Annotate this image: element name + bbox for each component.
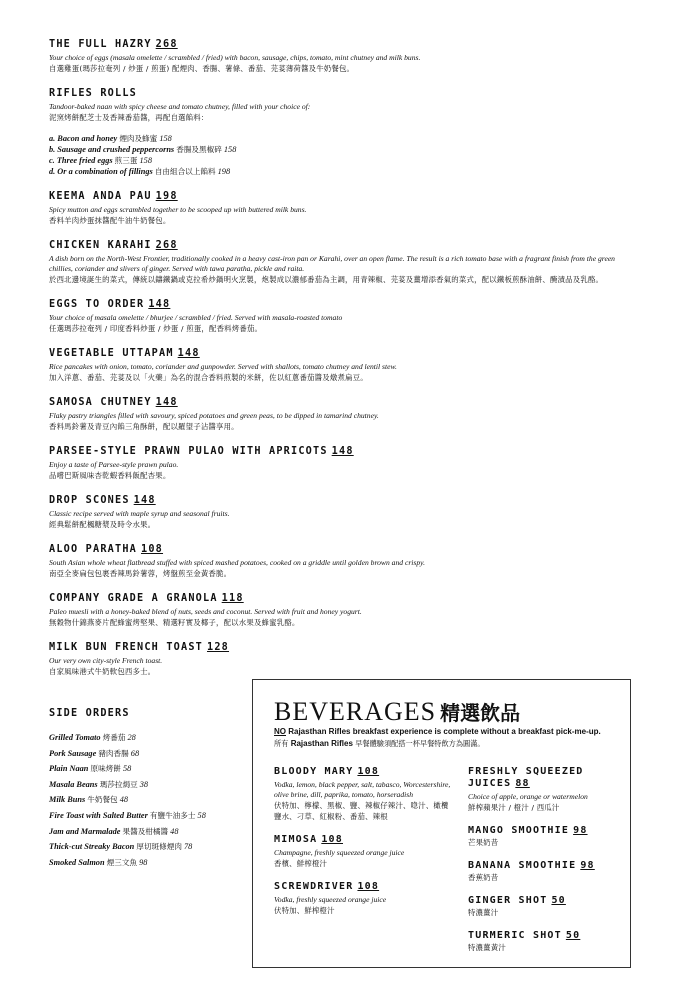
side-order-item: Grilled Tomato 烤番茄 28: [49, 733, 136, 742]
beverage-price: 98: [580, 860, 595, 871]
beverage-description-zh: 香蕉奶昔: [468, 873, 499, 882]
item-name: THE FULL HAZRY: [49, 39, 152, 50]
side-order-item: Thick-cut Streaky Bacon 厚切斑條煙肉 78: [49, 842, 193, 852]
item-description: A dish born on the North-West Frontier, traditionally cooked in a heavy cast-iron pan or Karahi, over an open flame. The result is a rich tomato base with a fragrant finish from the green chillies, coriander and slivers of ginger. Served with tawa paratha, pickle and raita.: [49, 254, 615, 273]
item-description-zh: 香料羊肉炒蛋抹醬配牛油牛奶餐包。: [49, 216, 171, 225]
item-description-zh: 南亞全麥扁包包裹香辣馬鈴薯蓉，烤盤煎至金黃香脆。: [49, 569, 232, 578]
side-order-item: Plain Naan 原味烤餅 58: [49, 764, 132, 774]
beverages-title-zh: 精選飲品: [440, 701, 521, 725]
item-description-zh: 品嚐巴斯風味杏乾蝦香料飯配杏果。: [49, 471, 171, 480]
item-description-zh: 加入洋蔥、番茄、芫荽及以「火藥」為名的混合香料煎製的米餅，佐以紅蔥番茄醬及燉煮扁豆。: [49, 373, 368, 382]
beverage-description-zh: 伏特加、鮮榨橙汁: [274, 906, 335, 915]
beverage-description-zh: 香檳、鮮榨橙汁: [274, 859, 328, 868]
item-name: DROP SCONES: [49, 495, 130, 506]
beverage-item: [468, 766, 628, 813]
menu-item: [49, 543, 639, 579]
item-description: Spicy mutton and eggs scrambled together to be scooped up with buttered milk buns.: [49, 205, 307, 214]
item-description: South Asian whole wheat flatbread stuffed with spiced mashed potatoes, cooked on a griddle until golden brown and crispy.: [49, 558, 426, 567]
beverages-box: [252, 679, 631, 968]
side-order-item: Jam and Marmalade 果醬及柑橘醬 48: [49, 826, 179, 836]
beverage-name: FRESHLY SQUEEZED JUICES: [468, 766, 584, 789]
beverage-description-zh: 特濃薑汁: [468, 908, 499, 917]
item-name: RIFLES ROLLS: [49, 88, 138, 99]
item-description: Classic recipe served with maple syrup and seasonal fruits.: [49, 509, 230, 518]
beverage-name: SCREWDRIVER: [274, 881, 354, 892]
item-description: Your choice of masala omelette / bhurjee / scrambled / fried. Served with masala-roasted tomato: [49, 313, 343, 322]
menu-item: [49, 592, 639, 628]
menu-item: [49, 298, 639, 334]
item-price: 148: [177, 348, 200, 359]
item-description: Enjoy a taste of Parsee-style prawn pulao.: [49, 460, 179, 469]
item-price: 148: [148, 299, 171, 310]
beverages-note-zh: 所有 Rajasthan Rifles 早餐體驗須配搭一杯早餐特飲方為圓滿。: [274, 739, 485, 748]
item-price: 148: [133, 495, 156, 506]
item-name: MILK BUN FRENCH TOAST: [49, 642, 204, 653]
item-description-zh: 香料馬鈴薯及青豆內餡三角酥餅，配以羅望子沾醬享用。: [49, 422, 239, 431]
item-description: Rice pancakes with onion, tomato, coriander and gunpowder. Served with shallots, tomato chutney and lentil stew.: [49, 362, 397, 371]
filling-options: [49, 133, 639, 177]
beverage-item: [274, 766, 454, 822]
beverage-description-zh: 芒果奶昔: [468, 838, 499, 847]
side-order-item: Fire Toast with Salted Butter 有鹽牛油多士 58: [49, 810, 206, 820]
item-name: SAMOSA CHUTNEY: [49, 397, 152, 408]
beverage-name: MIMOSA: [274, 834, 318, 845]
item-description: Our very own city-style French toast.: [49, 656, 163, 665]
item-price: 198: [155, 191, 178, 202]
menu-item: [49, 38, 639, 74]
item-price: 128: [207, 642, 230, 653]
beverage-name: GINGER SHOT: [468, 895, 548, 906]
beverage-price: 88: [515, 778, 530, 789]
side-order-item: Milk Buns 牛奶餐包 48: [49, 795, 129, 805]
side-order-item: Masala Beans 瑪莎拉焗豆 38: [49, 779, 149, 789]
item-price: 108: [141, 544, 164, 555]
beverage-item: [468, 860, 628, 883]
item-name: COMPANY GRADE A GRANOLA: [49, 593, 218, 604]
beverage-description-zh: 伏特加、檸檬、黑椒、鹽、辣椒仔辣汁、喼汁、橄欖鹽水、刁草、紅椒粉、番茄、辣根: [274, 801, 449, 821]
side-orders-title: SIDE ORDERS: [49, 708, 130, 719]
menu-item: [49, 641, 639, 677]
item-name: PARSEE-STYLE PRAWN PULAO WITH APRICOTS: [49, 446, 328, 457]
menu-item: [49, 190, 639, 226]
beverage-description-zh: 特濃薑黃汁: [468, 943, 506, 952]
item-description-zh: 經典鬆餅配楓糖漿及時令水果。: [49, 520, 156, 529]
beverages-right-column: [468, 766, 628, 965]
beverages-left-column: [274, 766, 454, 928]
item-description-zh: 任選瑪莎拉奄列 / 印度香料炒蛋 / 炒蛋 / 煎蛋，配香料烤番茄。: [49, 324, 263, 333]
item-name: VEGETABLE UTTAPAM: [49, 348, 174, 359]
menu-item: [49, 494, 639, 530]
item-description-zh: 無穀物什錦燕麥片配蜂蜜烤堅果、精選籽實及椰子，配以水果及蜂蜜乳酪。: [49, 618, 300, 627]
beverage-name: MANGO SMOOTHIE: [468, 825, 570, 836]
beverage-name: TURMERIC SHOT: [468, 930, 562, 941]
side-order-item: Pork Sausage 豬肉香腸 68: [49, 748, 140, 758]
beverage-description: Choice of apple, orange or watermelon: [468, 792, 588, 801]
item-name: ALOO PARATHA: [49, 544, 138, 555]
menu-item: [49, 445, 639, 481]
beverage-price: 98: [573, 825, 588, 836]
beverage-item: [274, 881, 454, 916]
side-orders-section: [49, 707, 249, 870]
beverages-heading: [274, 697, 520, 727]
item-name: KEEMA ANDA PAU: [49, 191, 152, 202]
item-description: Tandoor-baked naan with spicy cheese and tomato chutney, filled with your choice of:: [49, 102, 311, 111]
beverage-description: Champagne, freshly squeezed orange juice: [274, 848, 405, 857]
menu-item: [49, 87, 639, 177]
item-name: CHICKEN KARAHI: [49, 240, 152, 251]
item-description-zh: 自選雞蛋(瑪莎拉奄列 / 炒蛋 / 煎蛋) 配煙肉、香腸、薯條、番茄、芫荽薄荷醬及牛奶餐包。: [49, 64, 355, 73]
item-description: Paleo muesli with a honey-baked blend of nuts, seeds and coconut. Served with fruit and honey yogurt.: [49, 607, 362, 616]
item-description-zh: 於西北邊境誕生的菜式，傳統以鑄鐵鍋或克拉希炒鍋明火烹製，炮製成以濃郁番茄為主調，用青辣椒、芫荽及薑增添香氣的菜式，配以鐵板煎酥油餅、醃漬品及乳酪。: [49, 275, 604, 284]
beverage-description: Vodka, lemon, black pepper, salt, tabasco, Worcestershire, olive brine, dill, paprika, tomato, horseradish: [274, 780, 451, 799]
side-order-item: Smoked Salmon 煙三文魚 98: [49, 857, 148, 867]
beverage-item: [468, 895, 628, 918]
beverage-description: Vodka, freshly squeezed orange juice: [274, 895, 387, 904]
beverage-description-zh: 鮮榨蘋果汁 / 橙汁 / 西瓜汁: [468, 803, 560, 812]
filling-option: d. Or a combination of fillings 自由組合以上餡料 198: [49, 167, 231, 176]
beverage-item: [468, 825, 628, 848]
item-description: Your choice of eggs (masala omelette / scrambled / fried) with bacon, sausage, chips, tomato, mint chutney and milk buns.: [49, 53, 421, 62]
beverage-name: BANANA SMOOTHIE: [468, 860, 577, 871]
breakfast-menu: [49, 38, 639, 690]
item-name: EGGS TO ORDER: [49, 299, 145, 310]
item-price: 148: [331, 446, 354, 457]
beverage-item: [274, 834, 454, 869]
item-price: 148: [155, 397, 178, 408]
menu-item: [49, 239, 639, 285]
menu-item: [49, 347, 639, 383]
filling-option: a. Bacon and honey 煙肉及蜂蜜 158: [49, 134, 172, 143]
beverage-price: 108: [321, 834, 343, 845]
beverage-price: 108: [357, 881, 380, 892]
filling-option: b. Sausage and crushed peppercorns 香腸及黑椒碎 158: [49, 145, 237, 154]
beverage-item: [468, 930, 628, 953]
filling-option: c. Three fried eggs 煎三蛋 158: [49, 156, 152, 165]
beverage-price: 50: [565, 930, 581, 941]
beverages-note: NO Rajasthan Rifles breakfast experience is complete without a breakfast pick-me-up.: [274, 727, 601, 736]
beverage-name: BLOODY MARY: [274, 766, 354, 777]
beverage-price: 50: [551, 895, 566, 906]
item-price: 118: [221, 593, 244, 604]
beverage-price: 108: [357, 766, 380, 777]
menu-item: [49, 396, 639, 432]
item-description-zh: 自家風味港式牛奶軟包西多士。: [49, 667, 156, 676]
item-price: 268: [155, 240, 178, 251]
item-price: 268: [155, 39, 178, 50]
beverages-title: BEVERAGES: [274, 697, 437, 726]
item-description: Flaky pastry triangles filled with savoury, spiced potatoes and green peas, to be dipped in tamarind chutney.: [49, 411, 379, 420]
item-description-zh: 泥窯烤餅配芝士及香辣番茄醬，再配自選餡料：: [49, 113, 209, 122]
